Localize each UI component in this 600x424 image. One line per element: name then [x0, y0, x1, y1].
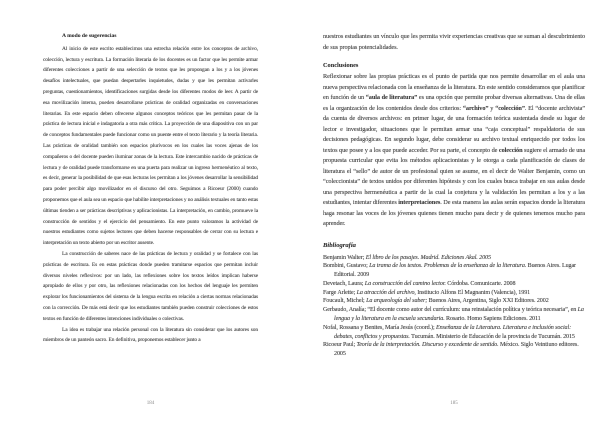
- bibliography-heading: Bibliografía: [323, 241, 356, 249]
- bibliography-entry: Bombini, Gustavo; La trama de los textos. Problemas de la enseñanza de la literatura. Buenos Aires. Lugar Editorial. 2009: [323, 263, 576, 279]
- bibliography-entry: Foucault, Michel; La arqueología del saber; Buenos Aires, Argentina, Siglo XXI Editores. 2002: [323, 298, 549, 305]
- book-page-right: [323, 31, 585, 359]
- bibliography-entry: Ricoeur Paul; Teoría de la interpretación. Discurso y excedente de sentido. México. Siglo Veintiuno editores. 2005: [323, 342, 579, 358]
- book-page-left: [43, 31, 258, 346]
- continuation-paragraph: nuestros estudiantes un vínculo que les permita vivir experiencias creativas que se suman al descubrimiento de sus propias potencialidades.: [323, 33, 585, 51]
- conclusions-paragraph: Reflexionar sobre las propias prácticas es el punto de partida que nos permite desarrollar en el aula una nueva perspectiva relacionada con la enseñanza de la literatura. En este sentido consideramos que planificar en función de un “aula de literatura” es una opción que permite probar diversas alternativas. Una de ellas es la organización de los contenidos desde dos criterios: “archivo” y “colección”. El “docente archivista” da cuenta de diversos archivos: en primer lugar, de una formación teórica sustentada desde su lugar de lector e investigador, situaciones que le permitan armar una “caja conceptual” respaldatoria de sus decisiones pedagógicas. En segundo lugar, debe considerar su archivo textual enriquecido por todos los textos que posee y a los que puede acceder. Por su parte, el concepto de colección sugiere el armado de una propuesta curricular que evita los métodos aplicacionistas y le otorga a cada planificación de clases de literatura el “sello” de autor de un profesional quien se asume, en el decir de Walter Benjamin, como un “coleccionista” de textos unidos por diferentes hipótesis y con los cuales busca trabajar en sus aulas desde una perspectiva hermenéutica a partir de la cual la conjetura y la validación les permitan a los y a las estudiantes, intentar diferentes interpretaciones. De esta manera las aulas serán espacios donde la literatura haga resonar las voces de los jóvenes quienes tienen mucho para decir y de quienes tenemos mucho para aprender.: [323, 73, 586, 227]
- left-paragraph: Al inicio de este escrito establecimos una estrecha relación entre los conceptos de archivo, colección, lectura y escritura. La formación literaria de los docentes es un factor que les permite armar diferentes colecciones a partir de una selección de textos que les propongan a los y a los jóvenes desafíos intelectuales, que puedan despertarles inquietudes, dudas y que les permitan activarles preguntas, cuestionamientos, identificaciones surgidas desde los diferentes modos de leer. A partir de esa movilización interna, pueden desarrollarse prácticas de oralidad organizadas en conversaciones literarias. En este espacio deben ofrecerse algunos conceptos teóricos que les permitan pasar de la práctica de lectura inicial e indagatoria a otra más crítica. La proyección de una diapositiva con un par de conceptos fundamentales puede funcionar como un puente entre el texto literario y la teoría literaria. Las prácticas de oralidad también son espacios plurívocos en los cuales las voces ajenas de los compañeros o del docente pueden iluminar zonas de la lectura. Este intercambio nacido de prácticas de lectura y de oralidad puede transformarse en una puerta para realizar un ingreso hermenéutico al texto, es decir, generar la posibilidad de que esas lecturas les permitan a los jóvenes desarrollar la sensibilidad para poder percibir algo movilizador en el discurso del otro. Seguimos a Ricoeur (2000) cuando proponemos que el aula sea un espacio que habilite interpretaciones y no análisis textuales en tanto estas últimas tienden a ser prácticas descriptivas y aplicacionistas. La interpretación, en cambio, promueve la construcción de sentidos y el ejercicio del pensamiento. En este punto valoramos la actividad de nuestros estudiantes como sujetos lectores que deben hacerse responsables de cerrar con su lectura e interpretación un texto abierto por un escritor ausente.: [43, 45, 258, 247]
- section-title: A modo de sugerencias: [62, 33, 117, 39]
- page-number-right: 185: [450, 401, 458, 406]
- bibliography-entry: Devetach, Laura; La construcción del camino lector. Córdoba. Comunicarte. 2008: [323, 280, 516, 287]
- page-number-left: 184: [146, 401, 155, 406]
- left-paragraph: La construcción de saberes nace de las prácticas de lectura y oralidad y se fortalece con las prácticas de escritura. Es en estas prácticas donde pueden tramitarse espacios que permitan incluir diversos niveles reflexivos: por un lado, las reflexiones sobre los textos leídos implican haberse apropiado de ellos y por otro, las reflexiones relacionadas con los hechos del lenguaje les permiten explorar los funcionamientos del sistema de la lengua escrita en relación a ciertas normas relacionadas con la corrección. De más está decir que los estudiantes también pueden construir colecciones de estos textos en función de diferentes intenciones individuales o colectivas.: [43, 250, 258, 322]
- bibliography-entry: Gerbaudo, Analía; “El docente como autor del currículum: una reinstalación política y teórica necesaria”, en La lengua y la literatura en la escuela secundaria. Rosario. Homo Sapiens Ediciones. 2011: [323, 307, 584, 323]
- bibliography-entry: Nofal, Rossana y Benites, María Jesús (coord.); Enseñanza de la Literatura. Literatura e inclusión social: debates, conflictos y propuestas. Tucumán. Ministerio de Educación de la provincia de Tucumán. 2015: [323, 324, 575, 340]
- bibliography-entry: Farge Arlette; La atracción del archivo, Institucio Alfons El Magnanim (Valencia), 1991: [323, 289, 531, 296]
- bibliography-entry: Benjamin Walter; El libro de los pasajes. Madrid. Ediciones Akal. 2005: [323, 254, 491, 261]
- conclusions-heading: Conclusiones: [323, 62, 359, 69]
- left-paragraph: La idea es trabajar una relación personal con la literatura sin considerar que los autores son miembros de un panteón sacro. En definitiva, proponemos establecer junto a: [43, 326, 258, 344]
